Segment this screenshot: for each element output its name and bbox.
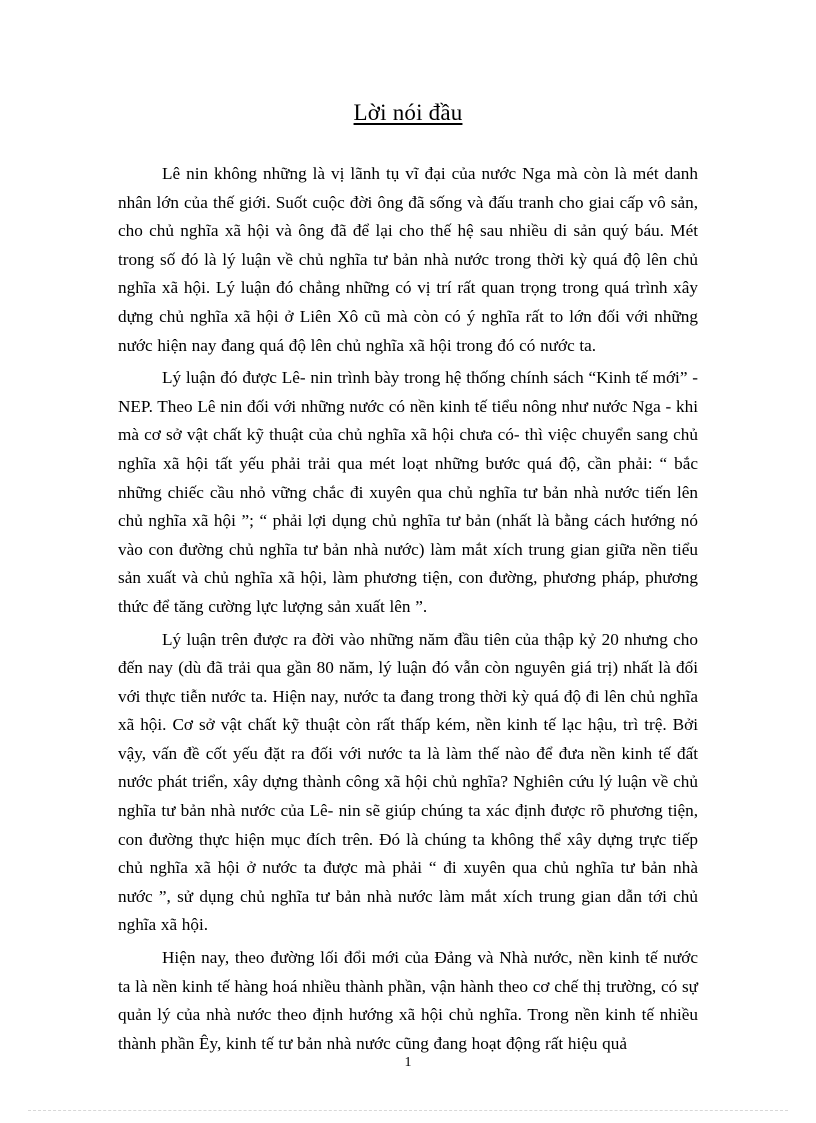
footer-divider [28,1110,788,1111]
page-number: 1 [404,1055,412,1070]
paragraph-3: Lý luận trên được ra đời vào những năm đầu tiên của thập kỷ 20 nhưng cho đến nay (dù đã trải qua gần 80 năm, lý luận đó vẫn còn nguyên giá trị) nhất là đối với thực tiễn nước ta. Hiện nay, nước ta đang trong thời kỳ quá độ đi lên chủ nghĩa xã hội. Cơ sở vật chất kỹ thuật còn rất thấp kém, nền kinh tế lạc hậu, trì trệ. Bởi vậy, vấn đề cốt yếu đặt ra đối với nước ta là làm thế nào để đưa nền kinh tế đất nước phát triển, xây dựng thành công xã hội chủ nghĩa? Nghiên cứu lý luận về chủ nghĩa tư bản nhà nước của Lê- nin sẽ giúp chúng ta xác định được rõ phương tiện, con đường thực hiện mục đích trên. Đó là chúng ta không thể xây dựng trực tiếp chủ nghĩa xã hội ở nước ta được mà phải “ đi xuyên qua chủ nghĩa tư bản nhà nước ”, sử dụng chủ nghĩa tư bản nhà nước làm mắt xích trung gian dẫn tới chủ nghĩa xã hội. [118,629,698,935]
paragraph-2: Lý luận đó được Lê- nin trình bày trong hệ thống chính sách “Kinh tế mới” - NEP. Theo Lê nin đối với những nước có nền kinh tế tiểu nông như nước Nga - khi mà cơ sở vật chất kỹ thuật của chủ nghĩa xã hội chưa có- thì việc chuyển sang chủ nghĩa xã hội tất yếu phải trải qua mét loạt những bước quá độ, cần phải: “ bắc những chiếc cầu nhỏ vững chắc đi xuyên qua chủ nghĩa tư bản nhà nước tiến lên chủ nghĩa xã hội ”; “ phải lợi dụng chủ nghĩa tư bản (nhất là bằng cách hướng nó vào con đường chủ nghĩa tư bản nhà nước) làm mắt xích trung gian giữa nền tiểu sản xuất và chủ nghĩa xã hội, làm phương tiện, con đường, phương pháp, phương thức để tăng cường lực lượng sản xuất lên ”. [118,368,698,616]
document-body [118,100,698,1058]
paragraph-1: Lê nin không những là vị lãnh tụ vĩ đại của nước Nga mà còn là mét danh nhân lớn của thế giới. Suốt cuộc đời ông đã sống và đấu tranh cho giai cấp vô sản, cho chủ nghĩa xã hội và ông đã để lại cho thế hệ sau nhiều di sản quý báu. Mét trong số đó là lý luận về chủ nghĩa tư bản nhà nước trong thời kỳ quá độ lên chủ nghĩa xã hội. Lý luận đó chẳng những có vị trí rất quan trọng trong quá trình xây dựng chủ nghĩa xã hội ở Liên Xô cũ mà còn có ý nghĩa rất to lớn đối với những nước hiện nay đang quá độ lên chủ nghĩa xã hội trong đó có nước ta. [118,164,698,355]
page-title: Lời nói đầu [353,100,463,125]
paragraph-4: Hiện nay, theo đường lối đổi mới của Đảng và Nhà nước, nền kinh tế nước ta là nền kinh tế hàng hoá nhiều thành phần, vận hành theo cơ chế thị trường, có sự quản lý của nhà nước theo định hướng xã hội chủ nghĩa. Trong nền kinh tế nhiều thành phần Êy, kinh tế tư bản nhà nước cũng đang hoạt động rất hiệu quả [118,948,698,1053]
